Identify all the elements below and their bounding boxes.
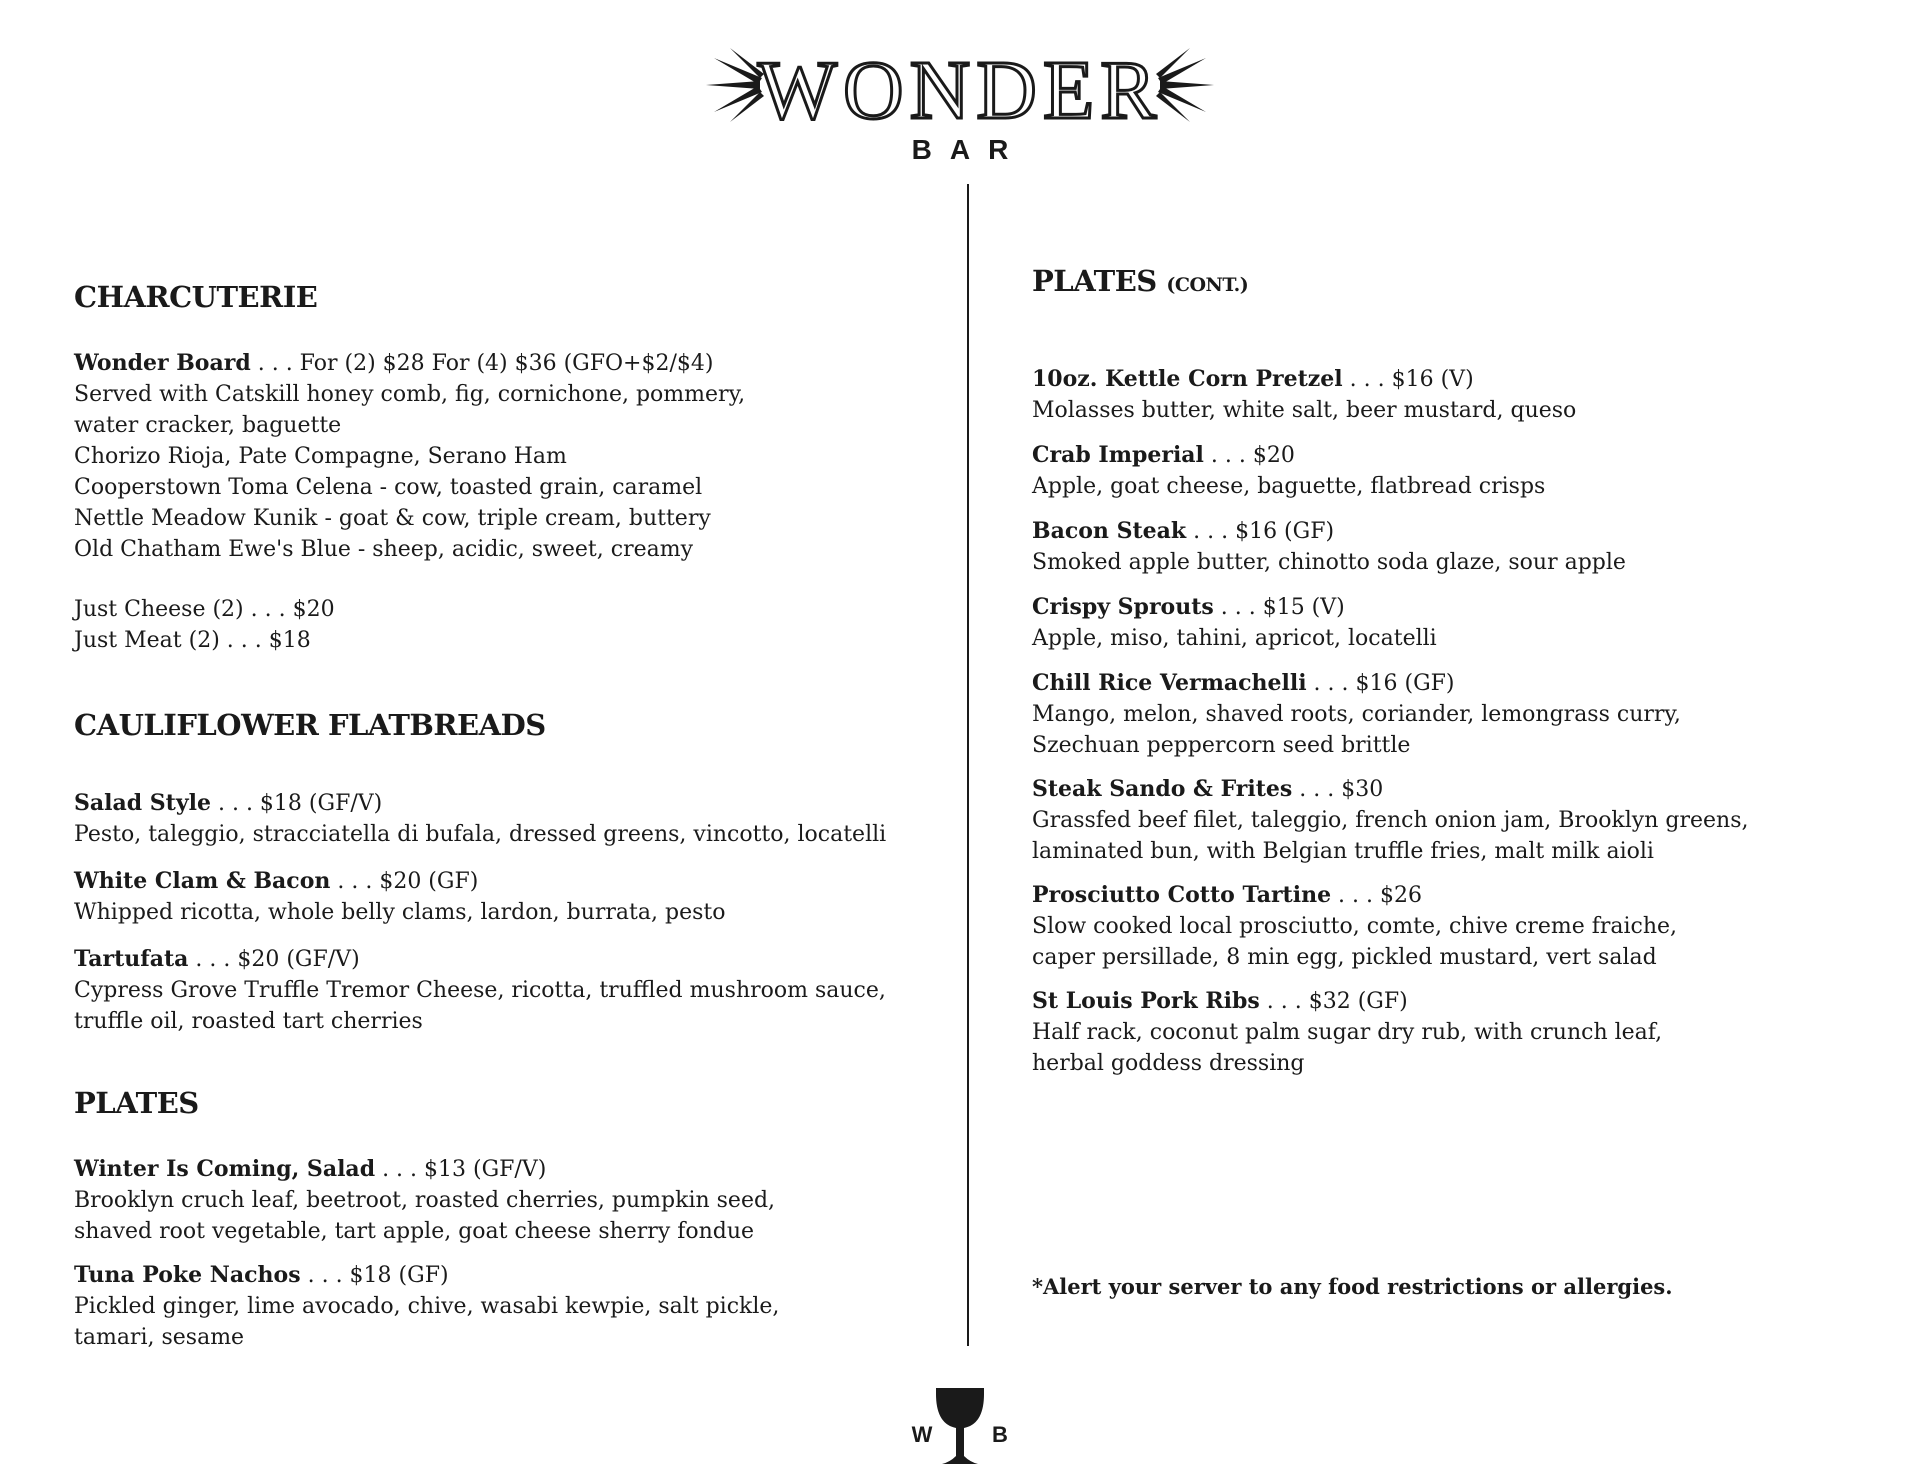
item-desc: Served with Catskill honey comb, fig, cornichone, pommery, xyxy=(74,382,746,407)
menu-item xyxy=(74,944,886,1037)
item-desc: Cooperstown Toma Celena - cow, toasted grain, caramel xyxy=(74,475,703,500)
sunburst-right-icon xyxy=(1156,48,1214,122)
item-price: . . . $26 xyxy=(1331,883,1423,908)
item-price: . . . $18 (GF/V) xyxy=(210,791,383,816)
item-desc: Molasses butter, white salt, beer mustard, queso xyxy=(1032,398,1577,423)
logo-title: WONDER xyxy=(757,44,1163,130)
item-desc: Mango, melon, shaved roots, coriander, lemongrass curry, xyxy=(1032,702,1681,727)
item-desc: Chorizo Rioja, Pate Compagne, Serano Ham xyxy=(74,444,567,469)
menu-item xyxy=(1032,880,1677,973)
flatbreads-title: CAULIFLOWER FLATBREADS xyxy=(74,708,546,742)
wonder-board-item xyxy=(74,348,745,565)
item-name: Wonder Board xyxy=(74,350,251,376)
item-price: . . . $16 (GF) xyxy=(1306,671,1455,696)
mark-w: W xyxy=(911,1422,933,1447)
just-cheese: Just Cheese (2) . . . $20 xyxy=(74,597,335,622)
allergy-note: *Alert your server to any food restrictions or allergies. xyxy=(1032,1274,1673,1299)
item-price: . . . $30 xyxy=(1292,777,1384,802)
plates-cont-subtitle: (CONT.) xyxy=(1166,274,1249,296)
wonder-logo xyxy=(700,40,1220,130)
item-name: Tuna Poke Nachos xyxy=(74,1262,301,1288)
item-price: . . . $13 (GF/V) xyxy=(375,1157,547,1182)
menu-item xyxy=(1032,668,1681,761)
item-desc: Pickled ginger, lime avocado, chive, wasabi kewpie, salt pickle, xyxy=(74,1294,780,1319)
item-name: Bacon Steak xyxy=(1032,518,1187,544)
item-price: . . . $32 (GF) xyxy=(1259,989,1408,1014)
just-meat: Just Meat (2) . . . $18 xyxy=(74,628,311,653)
item-price: . . . $15 (V) xyxy=(1213,595,1345,620)
item-desc: Grassfed beef filet, taleggio, french onion jam, Brooklyn greens, xyxy=(1032,808,1749,833)
menu-item xyxy=(74,1154,775,1247)
item-price: . . . $20 xyxy=(1203,443,1295,468)
charcuterie-extras xyxy=(74,594,335,656)
item-price: . . . $16 (V) xyxy=(1342,367,1474,392)
menu-item xyxy=(74,788,886,850)
item-desc: Cypress Grove Truffle Tremor Cheese, ricotta, truffled mushroom sauce, xyxy=(74,978,886,1003)
item-desc: Pesto, taleggio, stracciatella di bufala, dressed greens, vincotto, locatelli xyxy=(74,822,887,847)
item-name: Steak Sando & Frites xyxy=(1032,776,1293,802)
item-desc: tamari, sesame xyxy=(74,1325,245,1350)
logo xyxy=(0,40,1920,166)
logo-subtitle: BAR xyxy=(911,134,1027,165)
item-desc: Slow cooked local prosciutto, comte, chive creme fraiche, xyxy=(1032,914,1678,939)
menu-item xyxy=(1032,774,1748,867)
item-desc: laminated bun, with Belgian truffle fries, malt milk aioli xyxy=(1032,839,1654,864)
item-desc: caper persillade, 8 min egg, pickled mustard, vert salad xyxy=(1032,945,1657,970)
column-divider xyxy=(967,184,969,1346)
menu-item xyxy=(1032,986,1662,1079)
menu-item xyxy=(1032,516,1626,578)
sunburst-left-icon xyxy=(706,48,764,122)
plates-cont-title xyxy=(1032,264,1248,298)
item-desc: Apple, miso, tahini, apricot, locatelli xyxy=(1032,626,1437,651)
item-price: . . . $20 (GF/V) xyxy=(188,947,360,972)
item-name: Salad Style xyxy=(74,790,211,816)
charcuterie-title: CHARCUTERIE xyxy=(74,280,318,314)
goblet-icon xyxy=(936,1388,984,1464)
item-desc: Old Chatham Ewe's Blue - sheep, acidic, sweet, creamy xyxy=(74,537,694,562)
item-price: . . . $20 (GF) xyxy=(330,869,479,894)
item-name: Chill Rice Vermachelli xyxy=(1032,670,1307,696)
item-name: Crab Imperial xyxy=(1032,442,1204,468)
item-desc: herbal goddess dressing xyxy=(1032,1051,1305,1076)
item-name: Tartufata xyxy=(74,946,189,972)
menu-item xyxy=(1032,364,1576,426)
menu-item xyxy=(74,866,725,928)
item-desc: Half rack, coconut palm sugar dry rub, with crunch leaf, xyxy=(1032,1020,1663,1045)
item-price: . . . $16 (GF) xyxy=(1186,519,1335,544)
item-name: St Louis Pork Ribs xyxy=(1032,988,1260,1014)
plates-title: PLATES xyxy=(74,1086,199,1120)
item-desc: Apple, goat cheese, baguette, flatbread crisps xyxy=(1032,474,1546,499)
menu-item xyxy=(1032,592,1437,654)
item-desc: Nettle Meadow Kunik - goat & cow, triple cream, buttery xyxy=(74,506,711,531)
item-name: Crispy Sprouts xyxy=(1032,594,1214,620)
item-desc: water cracker, baguette xyxy=(74,413,342,438)
item-desc: Szechuan peppercorn seed brittle xyxy=(1032,733,1411,758)
item-desc: Whipped ricotta, whole belly clams, lardon, burrata, pesto xyxy=(74,900,726,925)
item-name: Prosciutto Cotto Tartine xyxy=(1032,882,1332,908)
item-name: Winter Is Coming, Salad xyxy=(74,1156,376,1182)
item-name: White Clam & Bacon xyxy=(74,868,331,894)
item-desc: Brooklyn cruch leaf, beetroot, roasted cherries, pumpkin seed, xyxy=(74,1188,776,1213)
mark-b: B xyxy=(992,1422,1008,1447)
item-price: . . . For (2) $28 For (4) $36 (GFO+$2/$4) xyxy=(257,351,714,376)
item-desc: truffle oil, roasted tart cherries xyxy=(74,1009,423,1034)
item-desc: Smoked apple butter, chinotto soda glaze, sour apple xyxy=(1032,550,1626,575)
plates-cont-label: PLATES xyxy=(1032,264,1157,298)
item-price: . . . $18 (GF) xyxy=(300,1263,449,1288)
menu-item xyxy=(74,1260,779,1353)
bottom-logo xyxy=(910,1384,1010,1478)
item-desc: shaved root vegetable, tart apple, goat cheese sherry fondue xyxy=(74,1219,755,1244)
item-name: 10oz. Kettle Corn Pretzel xyxy=(1032,366,1343,392)
menu-item xyxy=(1032,440,1545,502)
